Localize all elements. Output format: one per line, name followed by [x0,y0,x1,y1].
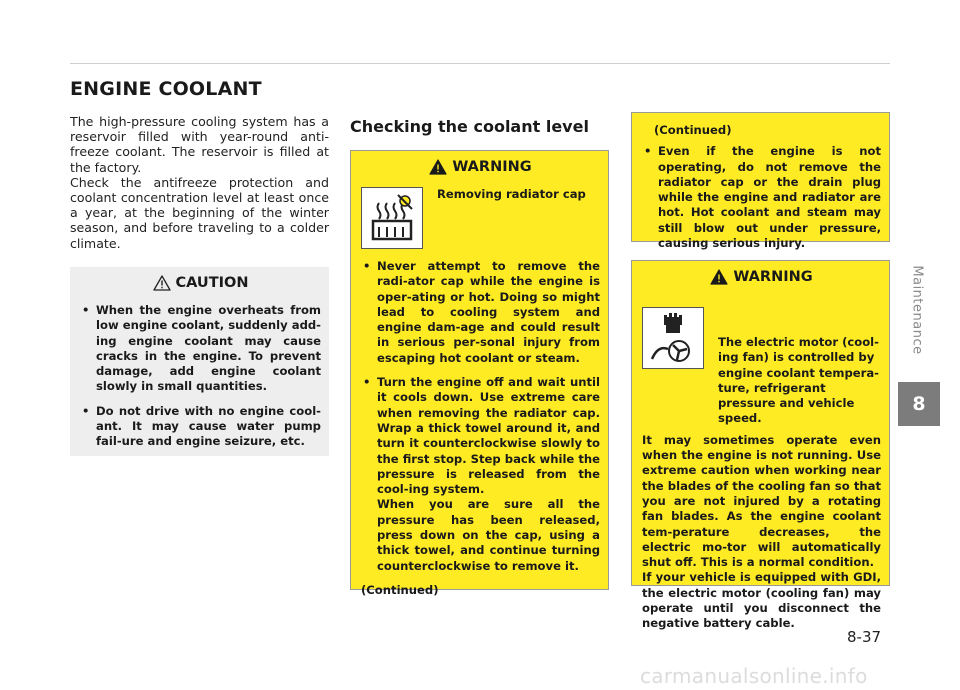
cooling-fan-illustration [642,307,704,369]
warning-continued-list [642,144,881,251]
continued-label: (Continued) [654,123,732,137]
intro-paragraph-1: The high-pressure cooling system has a reservoir filled with year-round anti-freeze coolant. The reservoir is filled at the factory. [70,114,329,175]
radiator-illustration-caption: Removing radiator cap [437,187,586,201]
top-divider [70,63,890,64]
chapter-tab: 8 [898,382,940,426]
warning-heading-row [642,269,881,285]
list-item: • When the engine overheats from low engine coolant, suddenly add-ing engine coolant may cause cracks in the engine. To prevent damage, add engine coolant slowly in small quantities. [80,303,321,395]
list-item: • Never attempt to remove the radi-ator cap while the engine is oper-ating or hot. Doing so might lead to cooling system and engine dam-age and could result in serious per-sonal injury from escaping hot coolant or steam. [361,259,600,366]
intro-column [70,114,329,251]
list-item-continuation: When you are sure all the pressure has been released, press down on the cap, using a thick towel, and continue turning counterclockwise to remove it. [377,497,600,573]
continued-label: (Continued) [361,582,439,597]
warning-box-radiator [350,150,609,597]
list-item: • Even if the engine is not operating, do not remove the radiator cap or the drain plug while the engine and radiator are hot. Hot coolant and steam may still blow out under pressure, causing serious injury. [642,144,881,251]
warning-illustration-row [642,297,881,427]
warning-list-radiator [361,259,600,574]
chapter-label: Maintenance [909,265,925,355]
section-title: Checking the coolant level [350,117,589,136]
warning-paragraph-2: If your vehicle is equipped with GDI, the electric motor (cooling fan) may operate until you disconnect the negative battery cable. [642,570,881,631]
watermark: carmanualsonline.info [640,664,868,688]
chapter-side-label [904,250,930,370]
radiator-cap-illustration [361,187,423,249]
cooling-fan-caption: The electric motor (cool-ing fan) is controlled by engine coolant tempera-ture, refrigerant pressure and vehicle speed. [718,335,879,426]
warning-triangle-icon [429,159,447,175]
caution-heading-row [80,275,321,291]
page-number: 8-37 [847,628,882,646]
warning-heading: WARNING [452,159,532,175]
warning-illustration-row [361,187,600,249]
radiator-cap-hot-icon [365,191,419,245]
intro-paragraph-2: Check the antifreeze protection and coolant concentration level at least once a year, at the beginning of the winter season, and before traveling to a colder climate. [70,174,329,251]
warning-triangle-icon [153,275,171,291]
warning-heading-row [361,159,600,175]
warning-triangle-icon [710,269,728,285]
caution-box [70,267,329,456]
warning-box-cooling-fan [631,260,890,631]
caution-heading: CAUTION [175,275,249,291]
list-item: • Do not drive with no engine cool-ant. It may cause water pump fail-ure and engine seizure, etc. [80,404,321,450]
warning-continued-box [631,112,890,251]
cooling-fan-hand-icon [646,311,700,365]
caution-list [80,303,321,450]
list-item [361,375,600,574]
page-title: ENGINE COOLANT [70,78,262,100]
list-item-text: Turn the engine off and wait until it cools down. Use extreme care when removing the radiator cap. Wrap a thick towel around it, and turn it counterclockwise slowly to the first stop. Step back while the pressure is released from the cool-ing system. [377,375,600,497]
warning-paragraph-1: It may sometimes operate even when the engine is not running. Use extreme caution when working near the blades of the cooling fan so that you are not injured by a rotating fan blades. As the engine coolant tem-perature decreases, the electric mo-tor will automatically shut off. This is a normal condition. [642,432,881,570]
warning-heading: WARNING [733,269,813,285]
